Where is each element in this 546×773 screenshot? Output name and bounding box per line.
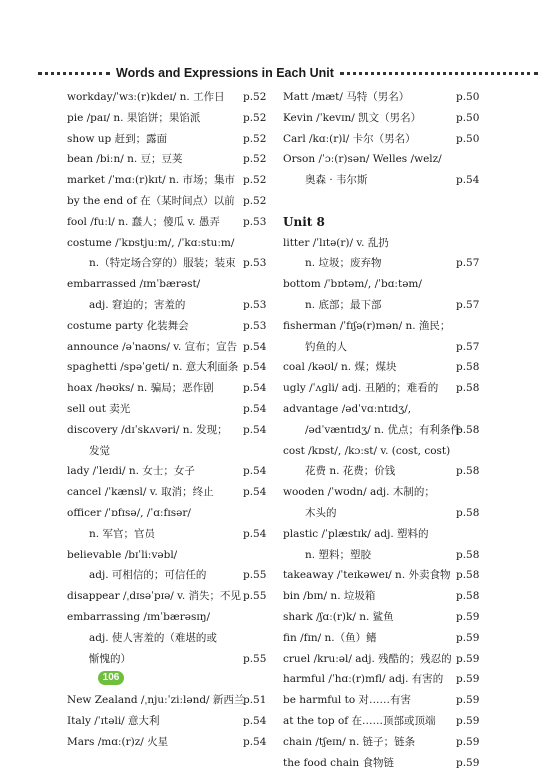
page-ref: p.54	[456, 170, 479, 191]
vocab-entry	[283, 690, 483, 711]
vocab-entry	[67, 170, 263, 191]
page-ref: p.54	[243, 378, 266, 399]
vocab-entry	[283, 337, 483, 358]
vocab-entry	[283, 357, 483, 378]
vocab-text: sell out 卖光	[67, 399, 130, 420]
left-column	[67, 87, 263, 753]
vocab-entry	[283, 441, 483, 462]
vocab-text: believable /bɪˈliːvəbl/	[67, 545, 177, 566]
vocab-entry	[67, 503, 263, 524]
vocab-entry	[67, 129, 263, 150]
page-ref: p.53	[243, 295, 266, 316]
page-ref: p.53	[243, 253, 266, 274]
vocab-entry	[67, 586, 263, 607]
page-ref: p.54	[243, 524, 266, 545]
vocab-text: n. 垃圾；废弃物	[305, 253, 381, 274]
page-ref: p.58	[456, 357, 479, 378]
page-ref: p.59	[456, 607, 479, 628]
vocab-text: Matt /mæt/ 马特（男名）	[283, 87, 409, 108]
vocab-entry	[283, 607, 483, 628]
vocab-text: takeaway /ˈteɪkəweɪ/ n. 外卖食物	[283, 565, 451, 586]
page-ref: p.54	[243, 337, 266, 358]
section-header	[38, 64, 538, 82]
vocab-entry	[283, 503, 483, 524]
page-ref: p.58	[456, 420, 479, 441]
page-number-badge: 106	[98, 671, 124, 685]
vocab-entry	[67, 253, 263, 274]
vocab-entry	[283, 170, 483, 191]
vocab-entry	[283, 191, 483, 212]
vocab-text: litter /ˈlɪtə(r)/ v. 乱扔	[283, 233, 389, 254]
vocab-text: fool /fuːl/ n. 蠢人；傻瓜 v. 愚弄	[67, 212, 220, 233]
vocab-text: wooden /ˈwʊdn/ adj. 木制的；	[283, 482, 435, 503]
vocab-text: Kevin /ˈkevɪn/ 凯文（男名）	[283, 108, 421, 129]
page-ref: p.55	[243, 586, 266, 607]
page-ref: p.52	[243, 170, 266, 191]
page-ref: p.54	[243, 482, 266, 503]
vocab-text: discovery /dɪˈskʌvəri/ n. 发现；	[67, 420, 228, 441]
page-ref: p.54	[243, 357, 266, 378]
vocab-entry	[67, 108, 263, 129]
vocab-entry	[283, 420, 483, 441]
vocab-text: at the top of 在……顶部或顶端	[283, 711, 436, 732]
page-ref: p.54	[243, 711, 266, 732]
page-ref: p.50	[456, 87, 479, 108]
vocab-text: lady /ˈleɪdi/ n. 女士；女子	[67, 461, 195, 482]
vocab-entry	[283, 295, 483, 316]
vocab-entry	[283, 274, 483, 295]
page-ref: p.53	[243, 316, 266, 337]
vocab-entry	[67, 482, 263, 503]
vocab-entry	[67, 461, 263, 482]
page-ref: p.50	[456, 129, 479, 150]
vocab-entry	[67, 191, 263, 212]
vocab-text: show up 赶到；露面	[67, 129, 167, 150]
page-ref: p.52	[243, 149, 266, 170]
vocab-entry	[67, 420, 263, 441]
vocab-entry	[67, 212, 263, 233]
vocab-text: 发觉	[89, 441, 110, 462]
vocab-text: bin /bɪn/ n. 垃圾箱	[283, 586, 375, 607]
page-ref: p.59	[456, 628, 479, 649]
page-ref: p.52	[243, 191, 266, 212]
vocab-text: Orson /ˈɔː(r)sən/ Welles /welz/	[283, 149, 442, 170]
vocab-entry	[67, 295, 263, 316]
vocab-text: costume party 化装舞会	[67, 316, 189, 337]
unit-heading	[283, 212, 483, 233]
vocab-text: 惭愧的）	[89, 649, 131, 670]
page-ref: p.52	[243, 129, 266, 150]
vocab-entry	[283, 649, 483, 670]
vocab-text: 花费 n. 花费；价钱	[305, 461, 395, 482]
vocab-entry	[283, 753, 483, 773]
vocab-entry	[283, 545, 483, 566]
vocab-entry	[283, 565, 483, 586]
vocab-text: hoax /həʊks/ n. 骗局；恶作剧	[67, 378, 214, 399]
page-ref: p.57	[456, 295, 479, 316]
vocab-entry	[67, 669, 263, 690]
dotted-rule-right	[340, 72, 538, 75]
vocab-text: coal /kəʊl/ n. 煤；煤块	[283, 357, 396, 378]
vocab-text: announce /əˈnaʊns/ v. 宣布；宣告	[67, 337, 237, 358]
vocab-text: market /ˈmɑː(r)kɪt/ n. 市场；集市	[67, 170, 235, 191]
page-ref: p.57	[456, 253, 479, 274]
vocab-entry	[67, 628, 263, 649]
vocab-entry	[283, 524, 483, 545]
vocab-text: adj. 可相信的；可信任的	[89, 565, 206, 586]
vocab-text: Carl /kɑː(r)l/ 卡尔（男名）	[283, 129, 416, 150]
vocab-text: costume /ˈkɒstjuːm/, /ˈkɑːstuːm/	[67, 233, 234, 254]
vocab-entry	[283, 253, 483, 274]
vocab-entry	[283, 316, 483, 337]
vocab-entry	[67, 378, 263, 399]
vocab-entry	[283, 711, 483, 732]
vocab-entry	[283, 586, 483, 607]
page-ref: p.57	[456, 337, 479, 358]
vocab-entry	[283, 129, 483, 150]
vocab-entry	[67, 524, 263, 545]
vocab-text: Mars /mɑː(r)z/ 火星	[67, 732, 168, 753]
dotted-rule-left	[38, 72, 110, 75]
vocab-entry	[67, 233, 263, 254]
vocab-entry	[67, 149, 263, 170]
section-title: Words and Expressions in Each Unit	[116, 66, 334, 80]
vocab-text: bottom /ˈbɒtəm/, /ˈbɑːtəm/	[283, 274, 422, 295]
page-ref: p.52	[243, 87, 266, 108]
vocab-entry	[67, 337, 263, 358]
vocab-text: workday/ˈwɜː(r)kdeɪ/ n. 工作日	[67, 87, 225, 108]
page-ref: p.58	[456, 565, 479, 586]
vocab-entry	[67, 732, 263, 753]
vocab-text: fisherman /ˈfɪʃə(r)mən/ n. 渔民；	[283, 316, 450, 337]
vocab-text: be harmful to 对……有害	[283, 690, 411, 711]
page-ref: p.53	[243, 212, 266, 233]
vocab-entry	[283, 399, 483, 420]
vocab-text: plastic /ˈplæstɪk/ adj. 塑料的	[283, 524, 429, 545]
page-ref: p.59	[456, 753, 479, 773]
right-column	[283, 87, 483, 773]
vocab-text: Italy /ˈɪtəli/ 意大利	[67, 711, 160, 732]
page-ref: p.58	[456, 461, 479, 482]
page-ref: p.59	[456, 732, 479, 753]
vocab-text: harmful /ˈhɑː(r)mfl/ adj. 有害的	[283, 669, 443, 690]
page-ref: p.58	[456, 378, 479, 399]
vocab-text: pie /paɪ/ n. 果馅饼；果馅派	[67, 108, 200, 129]
vocab-entry	[283, 87, 483, 108]
vocab-text: n. 塑料；塑胶	[305, 545, 371, 566]
vocab-entry	[67, 607, 263, 628]
vocab-text: disappear /ˌdɪsəˈpɪə/ v. 消失；不见	[67, 586, 241, 607]
vocab-text: 奥森 · 韦尔斯	[305, 170, 368, 191]
vocab-text: embarrassing /ɪmˈbærəsɪŋ/	[67, 607, 210, 628]
vocab-text: n. 军官；官员	[89, 524, 155, 545]
page-ref: p.51	[243, 690, 266, 711]
vocab-entry	[67, 545, 263, 566]
vocab-entry	[67, 316, 263, 337]
vocab-text: n. 底部；最下部	[305, 295, 381, 316]
vocab-text: shark /ʃɑː(r)k/ n. 鲨鱼	[283, 607, 394, 628]
page-ref: p.50	[456, 108, 479, 129]
page-ref: p.54	[243, 399, 266, 420]
vocab-entry	[283, 669, 483, 690]
vocab-text: New Zealand /ˌnjuːˈziːlənd/ 新西兰	[67, 690, 244, 711]
vocab-entry	[67, 87, 263, 108]
vocab-text: /ədˈvæntɪdʒ/ n. 优点；有利条件	[305, 420, 461, 441]
vocab-entry	[67, 711, 263, 732]
vocab-entry	[283, 149, 483, 170]
vocab-text: officer /ˈɒfɪsə/, /ˈɑːfɪsər/	[67, 503, 191, 524]
vocab-entry	[283, 732, 483, 753]
vocab-entry	[283, 628, 483, 649]
page-ref: p.55	[243, 649, 266, 670]
vocab-text: 钓鱼的人	[305, 337, 347, 358]
vocab-entry	[67, 565, 263, 586]
vocab-text: 木头的	[305, 503, 337, 524]
vocab-text: ugly /ˈʌɡli/ adj. 丑陋的；难看的	[283, 378, 438, 399]
vocab-entry	[67, 357, 263, 378]
vocab-entry	[67, 649, 263, 670]
page-ref: p.58	[456, 545, 479, 566]
page-ref: p.54	[243, 461, 266, 482]
vocab-text: adj. 窘迫的；害羞的	[89, 295, 185, 316]
page-ref: p.59	[456, 649, 479, 670]
page-ref: p.58	[456, 586, 479, 607]
page-ref: p.55	[243, 565, 266, 586]
vocab-text: adj. 使人害羞的（难堪的或	[89, 628, 217, 649]
vocab-entry	[67, 690, 263, 711]
vocab-text: bean /biːn/ n. 豆；豆荚	[67, 149, 183, 170]
vocab-text: cost /kɒst/, /kɔːst/ v. (cost, cost)	[283, 441, 450, 462]
page-ref: p.58	[456, 503, 479, 524]
page-ref: p.52	[243, 108, 266, 129]
vocab-text: fin /fɪn/ n.（鱼）鳍	[283, 628, 377, 649]
vocab-text: embarrassed /ɪmˈbærəst/	[67, 274, 200, 295]
page-ref: p.54	[243, 732, 266, 753]
page-ref: p.59	[456, 690, 479, 711]
vocab-entry	[283, 482, 483, 503]
vocab-text: the food chain 食物链	[283, 753, 394, 773]
vocab-text: n.（特定场合穿的）服装；装束	[89, 253, 236, 274]
vocab-text: chain /tʃeɪn/ n. 链子；链条	[283, 732, 415, 753]
vocab-entry	[283, 378, 483, 399]
page-ref: p.59	[456, 711, 479, 732]
vocab-text: cancel /ˈkænsl/ v. 取消；终止	[67, 482, 214, 503]
page-ref: p.54	[243, 420, 266, 441]
vocab-text: by the end of 在（某时间点）以前	[67, 191, 235, 212]
vocab-entry	[67, 399, 263, 420]
vocab-entry	[283, 461, 483, 482]
vocab-entry	[283, 108, 483, 129]
vocab-entry	[283, 233, 483, 254]
vocab-text: advantage /ədˈvɑːntɪdʒ/,	[283, 399, 411, 420]
vocab-entry	[67, 274, 263, 295]
page-ref: p.59	[456, 669, 479, 690]
vocab-text: cruel /kruːəl/ adj. 残酷的；残忍的	[283, 649, 452, 670]
vocab-text: spaghetti /spəˈɡeti/ n. 意大利面条	[67, 357, 238, 378]
vocab-entry	[67, 441, 263, 462]
unit-heading-text: Unit 8	[283, 212, 325, 233]
